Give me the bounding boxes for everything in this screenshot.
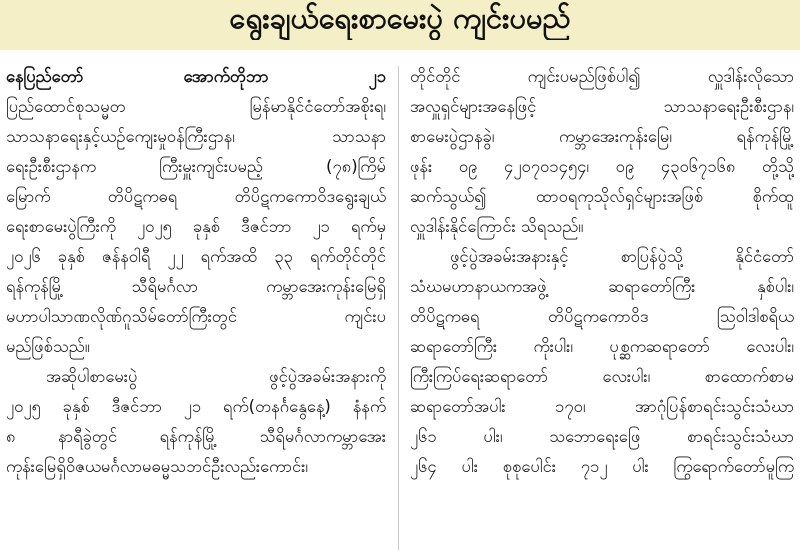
text-line: သာသနာရေးနှင့်ယဉ်ကျေးမှုဝန်ကြီးဌာန၊ သာသနာ xyxy=(6,127,386,146)
headline: ရွေးချယ်ရေးစာမေးပွဲ ကျင်းပမည် xyxy=(229,1,571,35)
article-column-right xyxy=(410,62,794,482)
headline-banner xyxy=(0,0,800,50)
text-line: ရေးဦးစီးဌာနက ကြီးမှူးကျင်းပမည့် (၇၈)ကြိမ် xyxy=(6,157,386,176)
text-line: အဆိုပါစာမေးပွဲ ဖွင့်ပွဲအခမ်းအနားကို xyxy=(46,367,386,386)
article-column-left xyxy=(6,62,386,482)
text-line: သံဃမဟာနာယကအဖွဲ့ ဆရာတော်ကြီး နှစ်ပါး၊ xyxy=(410,277,794,296)
text-line: လှူဒါန်းနိုင်ကြောင်း သိရသည်။ xyxy=(410,217,584,236)
text-line: တိုင်တိုင် ကျင်းပမည်ဖြစ်ပါ၍ လှူဒါန်းလိုသော xyxy=(410,67,794,86)
text-line: မြောက် တိပိဋကဓရ တိပိဋကကောဝိဒရွေးချယ် xyxy=(6,187,386,206)
text-line: မည်ဖြစ်သည်။ xyxy=(6,337,90,356)
text-line: ဖွင့်ပွဲအခမ်းအနားနှင့် စာပြန်ပွဲသို့ နိုင်ငံတော် xyxy=(450,247,794,266)
text-line: ကုန်းမြေရှိဝိဇယမင်္ဂလာမဓမ္မသဘင်ဦးလည်းကောင်း၊ xyxy=(6,457,308,476)
text-line: ဆရာတော်အပါး ၁၇၀၊ အာဂုံပြန်စာရင်းသွင်းသံဃာ xyxy=(410,397,794,416)
text-line: ၂၀၂၅ ခုနှစ် ဒီဇင်ဘာ ၂၁ ရက်(တနင်္ဂနွေနေ့) နံနက် xyxy=(6,397,386,416)
text-line: ဖုန်း ၀၉ ၄၂၀၇၀၁၄၅၄၊ ၀၉ ၄၃၀၆၇၁၆၈ တို့သို့ xyxy=(410,157,794,176)
text-line: မဟာပါသာဏလိုဏ်ဂူသိမ်တော်ကြီးတွင် ကျင်းပ xyxy=(6,307,386,326)
text-line: ရန်ကုန်မြို့ သီရိမင်္ဂလာ ကမ္ဘာအေးကုန်းမြေရှိ xyxy=(6,277,386,296)
text-line: ၈ နာရီခွဲတွင် ရန်ကုန်မြို့ သီရိမင်္ဂလာကမ္ဘာအေး xyxy=(6,427,386,446)
text-line: ၂၆၁ ပါး၊ သဘောရေးဖြေ စာရင်းသွင်းသံဃာ xyxy=(410,427,794,446)
text-line: ပြည်ထောင်စုသမ္မတ မြန်မာနိုင်ငံတော်အစိုးရ၊ xyxy=(6,97,386,116)
text-line: အလှူရှင်များအနေဖြင့် သာသနာရေးဦးစီးဌာန၊ xyxy=(410,97,794,116)
text-line: စာမေးပွဲဌာနခွဲ၊ ကမ္ဘာအေးကုန်းမြေ၊ ရန်ကုန်မြို့ xyxy=(410,127,794,146)
text-line: နေပြည်တော် အောက်တိုဘာ ၂၁ xyxy=(6,67,386,86)
text-line: ၂၆၄ ပါး စုစုပေါင်း ၇၁၂ ပါး ကြွရောက်တော်မူကြ xyxy=(410,457,794,476)
text-line: တိပိဋကဓရ တိပိဋကကောဝိဒ ဩဝါဒါစရိယ xyxy=(410,307,794,326)
text-line: ဆရာတော်ကြီး ကိုးပါး၊ ပုစ္ဆကဆရာတော် လေးပါး၊ xyxy=(410,337,794,356)
text-line: ကြီးကြပ်ရေးဆရာတော် လေးပါး၊ စာထောက်စာမ xyxy=(410,367,794,386)
text-line: ၂၀၂၆ ခုနှစ် ဇန်နဝါရီ ၂၂ ရက်အထိ ၃၃ ရက်တိုင်တိုင် xyxy=(6,247,386,266)
text-line: ရေးစာမေးပွဲကြီးကို ၂၀၂၅ ခုနှစ် ဒီဇင်ဘာ ၂၁ ရက်မှ xyxy=(6,217,386,236)
column-divider xyxy=(398,66,399,550)
text-line: ဆက်သွယ်၍ ထာဝရကုသိုလ်ရှင်များအဖြစ် စိုက်ထူ xyxy=(410,187,794,206)
